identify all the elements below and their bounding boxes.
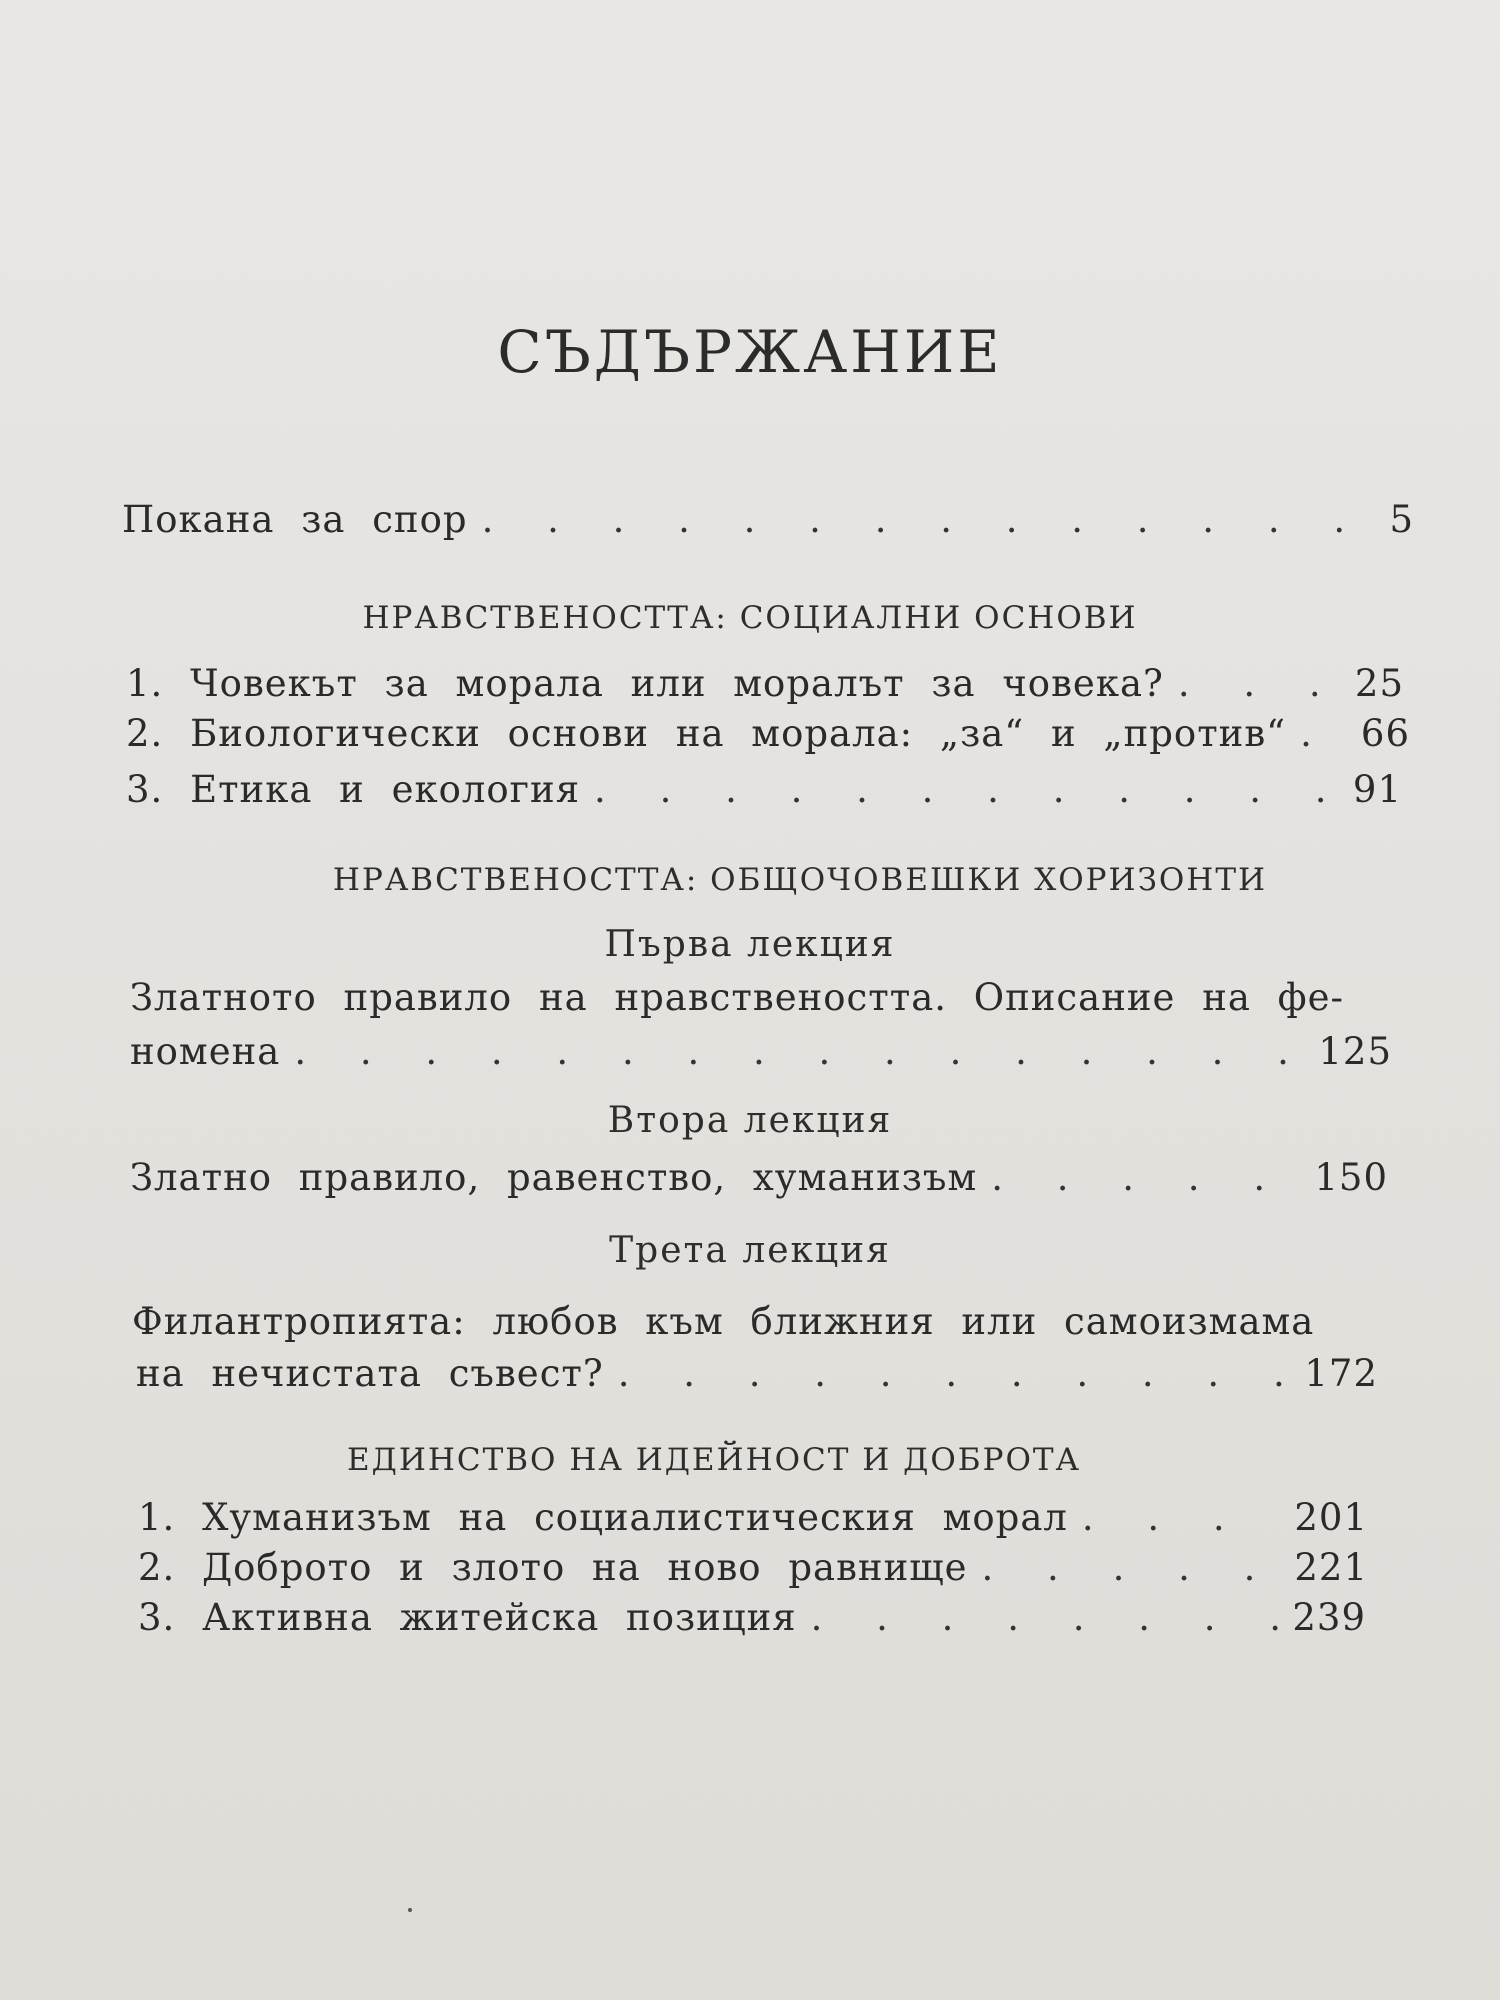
toc-entry	[126, 712, 1410, 755]
toc-entry	[138, 1546, 1368, 1589]
lecture-title: Първа лекция	[604, 924, 896, 965]
toc-entry	[138, 1596, 1366, 1639]
dot-leader	[1082, 1496, 1280, 1539]
lecture-title: Втора лекция	[607, 1100, 893, 1141]
toc-entry	[138, 1496, 1368, 1539]
dot-leader	[618, 1352, 1291, 1395]
toc-entry	[130, 1156, 1388, 1199]
paper-speck	[408, 1908, 412, 1912]
lecture-title: Трета лекция	[609, 1230, 891, 1271]
dot-leader	[982, 1546, 1281, 1589]
toc-entry-text: 1. Хуманизъм на социалистическия морал	[138, 1496, 1068, 1539]
toc-entry	[126, 768, 1402, 811]
dot-leader	[594, 768, 1339, 811]
dot-leader	[1300, 712, 1347, 755]
toc-entry-text: 1. Човекът за морала или моралът за човека?	[126, 662, 1164, 705]
toc-page-number: 221	[1294, 1546, 1368, 1589]
toc-entry	[136, 1352, 1378, 1395]
section-heading: НРАВСТВЕНОСТТА: ОБЩОЧОВЕШКИ ХОРИЗОНТИ	[332, 862, 1268, 898]
section-heading: ЕДИНСТВО НА ИДЕЙНОСТ И ДОБРОТА	[346, 1442, 1082, 1478]
toc-page-number: 239	[1292, 1596, 1366, 1639]
toc-entry-text: номена	[130, 1030, 281, 1073]
toc-entry	[130, 1030, 1392, 1073]
toc-page-number: 5	[1389, 498, 1414, 541]
toc-entry-text-line: Филантропията: любов към ближния или самоизмама	[132, 1300, 1315, 1343]
toc-entry-text: 2. Доброто и злото на ново равнище	[138, 1546, 968, 1589]
toc-entry-text-line: Златното правило на нравствеността. Описание на фе-	[130, 976, 1345, 1019]
section-heading: НРАВСТВЕНОСТТА: СОЦИАЛНИ ОСНОВИ	[362, 600, 1138, 636]
dot-leader	[482, 498, 1376, 541]
toc-entry-text: на нечистата съвест?	[136, 1352, 604, 1395]
toc-page-number: 201	[1294, 1496, 1368, 1539]
toc-page-number: 66	[1360, 712, 1410, 755]
page-title: СЪДЪРЖАНИЕ	[497, 318, 1003, 386]
toc-page-number: 125	[1318, 1030, 1392, 1073]
toc-entry-text: 3. Активна житейска позиция	[138, 1596, 797, 1639]
toc-page-number: 25	[1354, 662, 1404, 705]
dot-leader	[991, 1156, 1300, 1199]
toc-page-number: 91	[1352, 768, 1402, 811]
toc-entry-intro	[122, 498, 1414, 541]
toc-entry-text: Златно правило, равенство, хуманизъм	[130, 1156, 978, 1199]
toc-page-number: 172	[1304, 1352, 1378, 1395]
toc-entry-text: 2. Биологически основи на морала: „за“ и „против“	[126, 712, 1287, 755]
toc-entry	[126, 662, 1404, 705]
dot-leader	[294, 1030, 1304, 1073]
dot-leader	[1178, 662, 1341, 705]
toc-entry-text: 3. Етика и екология	[126, 768, 581, 811]
dot-leader	[811, 1596, 1279, 1639]
toc-page-number: 150	[1314, 1156, 1388, 1199]
toc-entry-text: Покана за спор	[122, 498, 468, 541]
